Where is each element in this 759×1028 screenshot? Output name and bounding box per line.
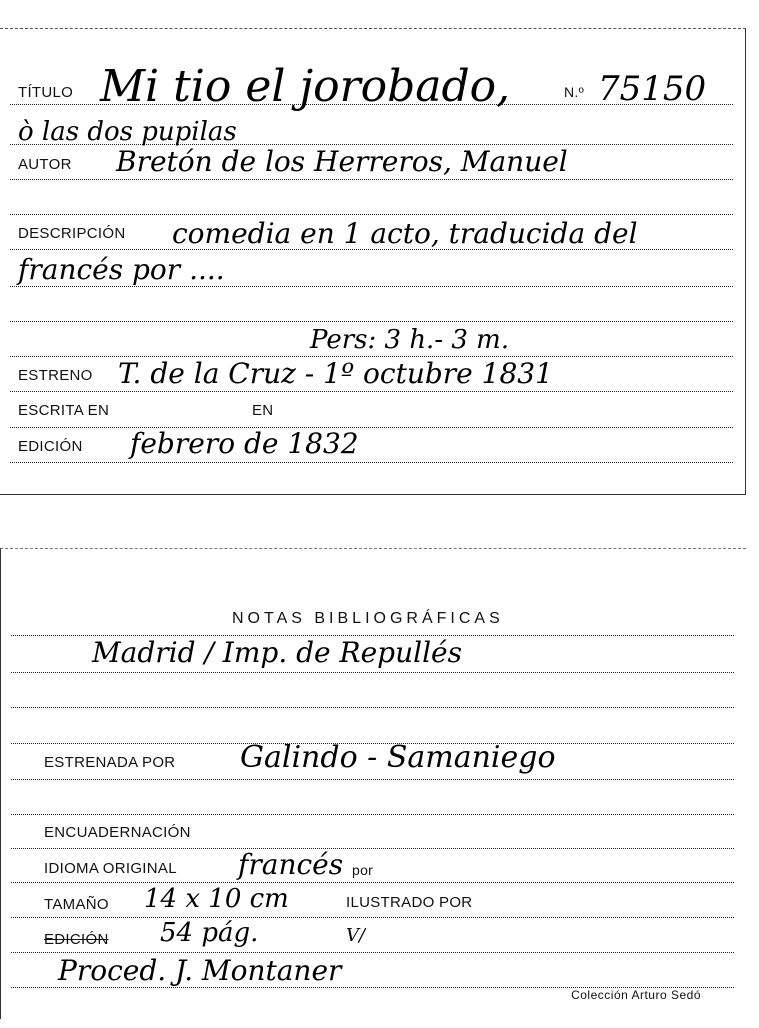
estrenada-label: ESTRENADA POR xyxy=(44,754,176,771)
notas-value: Madrid / Imp. de Repullés xyxy=(92,636,462,669)
rule-line xyxy=(10,427,733,428)
descripcion-continuation: francés por .... xyxy=(18,253,225,286)
autor-label: AUTOR xyxy=(18,156,72,173)
idioma-label: IDIOMA ORIGINAL xyxy=(44,860,177,877)
tamano-value: 14 x 10 cm xyxy=(144,884,289,914)
v-mark: V/ xyxy=(346,925,366,946)
numero-value: 75150 xyxy=(598,69,707,109)
rule-line xyxy=(10,321,733,322)
catalog-card-top xyxy=(0,28,746,495)
en-label: EN xyxy=(252,402,274,419)
notas-heading: NOTAS BIBLIOGRÁFICAS xyxy=(232,610,504,627)
edicion-bottom-value: 54 pág. xyxy=(160,918,259,948)
idioma-suffix: por xyxy=(352,862,374,878)
ilustrado-label: ILUSTRADO POR xyxy=(346,894,473,911)
rule-line xyxy=(11,952,734,953)
rule-line xyxy=(11,672,734,673)
titulo-label: TÍTULO xyxy=(18,84,74,101)
encuadernacion-label: ENCUADERNACIÓN xyxy=(44,824,191,841)
rule-line xyxy=(10,179,733,180)
rule-line xyxy=(10,391,733,392)
rule-line xyxy=(11,882,734,883)
rule-line xyxy=(11,779,734,780)
idioma-value: francés xyxy=(238,848,344,881)
rule-line xyxy=(10,286,733,287)
tamano-label: TAMAÑO xyxy=(44,896,109,913)
rule-line xyxy=(10,214,733,215)
estreno-value: T. de la Cruz - 1º octubre 1831 xyxy=(118,357,553,390)
titulo-continuation: ò las dos pupilas xyxy=(18,117,237,147)
autor-value: Bretón de los Herreros, Manuel xyxy=(116,145,568,178)
edicion-value: febrero de 1832 xyxy=(130,427,359,460)
rule-line xyxy=(11,814,734,815)
rule-line xyxy=(11,707,734,708)
descripcion-value: comedia en 1 acto, traducida del xyxy=(172,217,638,250)
numero-label: N.º xyxy=(564,84,585,100)
rule-line xyxy=(11,848,734,849)
edicion-label: EDICIÓN xyxy=(18,438,83,455)
descripcion-label: DESCRIPCIÓN xyxy=(18,225,126,242)
personajes-value: Pers: 3 h.- 3 m. xyxy=(310,325,510,355)
titulo-value: Mi tio el jorobado, xyxy=(100,61,511,112)
rule-line xyxy=(10,462,733,463)
edicion-bottom-label: EDICIÓN xyxy=(44,931,109,948)
estrenada-value: Galindo - Samaniego xyxy=(240,740,556,775)
procedencia-value: Proced. J. Montaner xyxy=(58,954,342,987)
rule-line xyxy=(11,917,734,918)
estreno-label: ESTRENO xyxy=(18,367,93,384)
collection-credit: Colección Arturo Sedó xyxy=(571,988,701,1002)
escrita-en-label: ESCRITA EN xyxy=(18,402,110,419)
